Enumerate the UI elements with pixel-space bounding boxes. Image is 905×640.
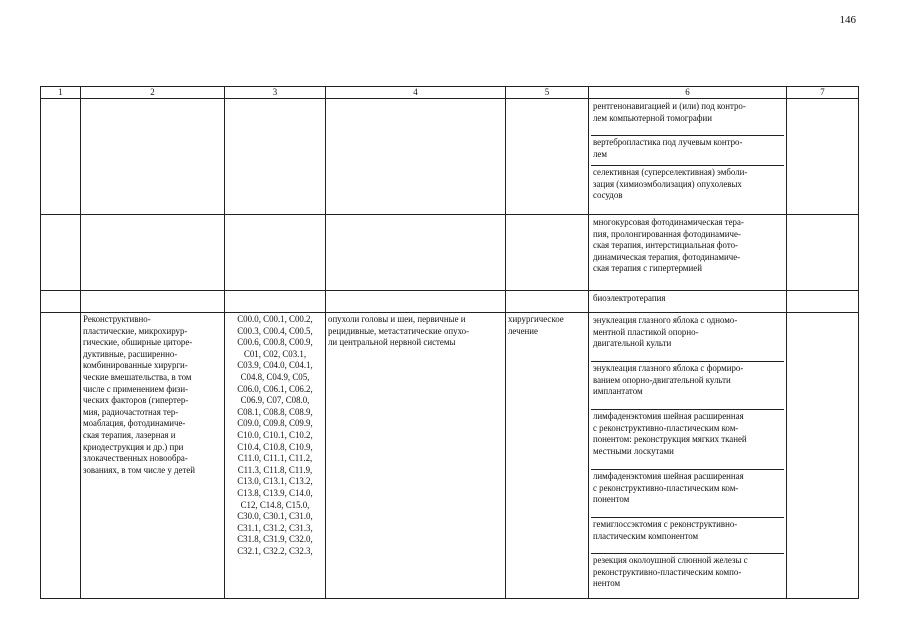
col-number-3: 3 — [225, 87, 326, 99]
methods-cell — [589, 215, 787, 291]
icd-codes: С00.0, С00.1, С00.2, С00.3, С00.4, С00.5, С00.6, С00.8, С00.9, С01, С02, С03.1, С03.9, С04.0, С04.1, С04.8, С04.9, С05, С06.0, С06.1, С06.2, С06.9, С07, С08.0, С08.1, С08.8, С08.9, С09.0, С09.8, С09.9, С10.0, С10.1, С10.2, С10.4, С10.8, С10.9, С11.0, С11.1, С11.2, С11.3, С11.8, С11.9, С13.0, С13.1, С13.2, С13.8, С13.9, С14.0, С12, С14.8, С15.0, С30.0, С30.1, С31.0, С31.1, С31.2, С31.3, С31.8, С31.9, С32.0, С32.1, С32.2, С32.3, — [225, 313, 326, 599]
empty-cell — [81, 291, 225, 313]
empty-cell — [326, 215, 506, 291]
method-item: биоэлектротерапия — [593, 293, 666, 303]
methods-cell — [589, 313, 787, 599]
empty-cell — [787, 291, 859, 313]
method-item: лимфаденэктомия шейная расширенная с реконструктивно-пластическим ком- понентом: реконструкция мягких тканей местными лоскутами — [591, 410, 784, 470]
empty-cell — [506, 291, 589, 313]
page-number: 146 — [839, 14, 856, 26]
empty-cell — [41, 215, 81, 291]
empty-cell — [326, 291, 506, 313]
patient-model: опухоли головы и шеи, первичные и рецидивные, метастатические опухо- ли центральной нервной системы — [326, 313, 506, 599]
medical-care-table — [40, 86, 859, 599]
method-item: лимфаденэктомия шейная расширенная с реконструктивно-пластическим ком- понентом — [591, 470, 784, 518]
col-number-1: 1 — [41, 87, 81, 99]
table-row — [41, 99, 859, 215]
method-item: селективная (суперселективная) эмболи- зация (химиоэмболизация) опухолевых сосудов — [593, 167, 748, 201]
table-row — [41, 291, 859, 313]
empty-cell — [787, 215, 859, 291]
empty-cell — [506, 99, 589, 215]
method-item: гемиглоссэктомия с реконструктивно- пластическим компонентом — [591, 518, 784, 554]
methods-cell — [589, 291, 787, 313]
empty-cell — [326, 99, 506, 215]
col-number-7: 7 — [787, 87, 859, 99]
empty-cell — [787, 313, 859, 599]
method-item: резекция околоушной слюнной железы с реконструктивно-пластическим компо- нентом — [593, 555, 748, 589]
method-item: многокурсовая фотодинамическая тера- пия, пролонгированная фотодинамиче- ская терапия, интерстициальная фото- динамическая терапия, фотодинамиче- ская терапия с гипертермией — [593, 217, 744, 274]
empty-cell — [225, 215, 326, 291]
method-item: энуклеация глазного яблока с одномо- ментной пластикой опорно- двигательной культи — [591, 314, 784, 362]
empty-cell — [41, 291, 81, 313]
column-number-row — [41, 87, 859, 99]
empty-cell — [81, 215, 225, 291]
treatment-type: хирургическое лечение — [506, 313, 589, 599]
empty-cell — [41, 99, 81, 215]
empty-cell — [506, 215, 589, 291]
col-number-2: 2 — [81, 87, 225, 99]
care-type-name: Реконструктивно- пластические, микрохирур- гические, обширные циторе- дуктивные, расширенно- комбинированные хирурги- ческие вмешательства, в том числе с применением физи- ческих факторов (гипертер- мия, радиочастотная тер- моаблация, фотодинамиче- ская терапия, лазерная и криодеструкция и др.) при злокачественных новообра- зованиях, в том числе у детей — [81, 313, 225, 599]
col-number-5: 5 — [506, 87, 589, 99]
method-item: вертебропластика под лучевым контро- лем — [591, 136, 784, 166]
col-number-6: 6 — [589, 87, 787, 99]
method-item: энуклеация глазного яблока с формиро- ванием опорно-двигательной культи имплантатом — [591, 362, 784, 410]
methods-cell — [589, 99, 787, 215]
method-item: рентгенонавигацией и (или) под контро- лем компьютерной томографии — [591, 100, 784, 136]
col-number-4: 4 — [326, 87, 506, 99]
table-row — [41, 313, 859, 599]
empty-cell — [787, 99, 859, 215]
empty-cell — [225, 291, 326, 313]
empty-cell — [225, 99, 326, 215]
table-row — [41, 215, 859, 291]
empty-cell — [81, 99, 225, 215]
empty-cell — [41, 313, 81, 599]
